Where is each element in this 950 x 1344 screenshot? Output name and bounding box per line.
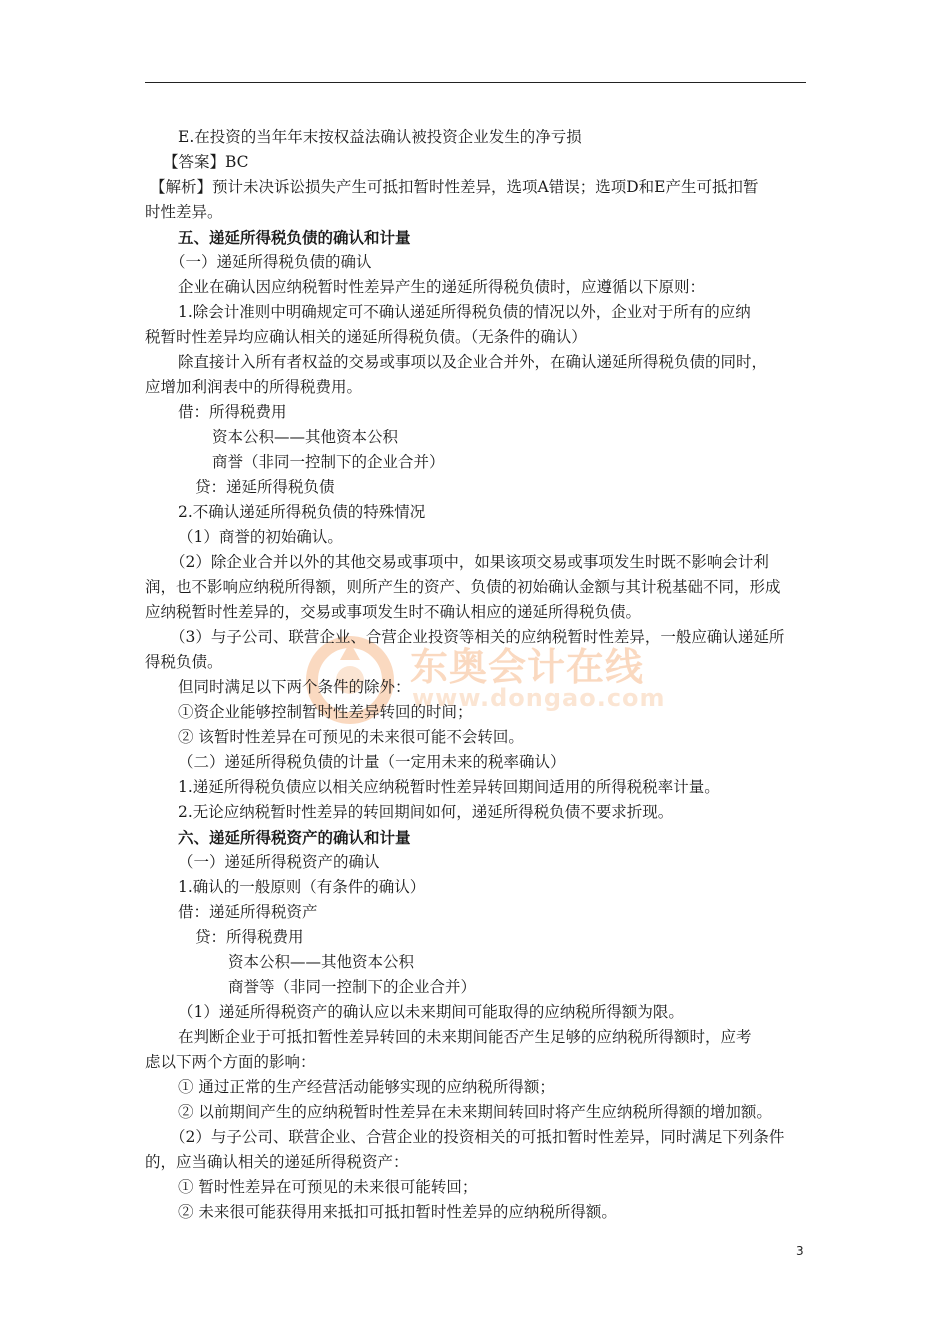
journal-debit-item: 商誉（非同一控制下的企业合并） [212, 453, 445, 471]
text-line: ①资企业能够控制暂时性差异转回的时间； [178, 703, 473, 721]
text-line: 润，也不影响应纳税所得额，则所产生的资产、负债的初始确认金额与其计税基础不同，形成 [145, 578, 781, 596]
text-line: 【解析】预计未决诉讼损失产生可抵扣暂时性差异，选项A错误；选项D和E产生可抵扣暂 [150, 178, 759, 196]
header-rule [145, 82, 806, 83]
section-heading: 六、递延所得税资产的确认和计量 [178, 828, 411, 847]
watermark-url: www.dongao.com [412, 684, 666, 712]
journal-debit-item: 资本公积——其他资本公积 [212, 428, 399, 446]
text-line: 时性差异。 [145, 203, 223, 221]
text-line: 【答案】BC [163, 153, 249, 171]
text-line: （2）除企业合并以外的其他交易或事项中，如果该项交易或事项发生时既不影响会计利 [170, 553, 769, 571]
text-line: 1.递延所得税负债应以相关应纳税暂时性差异转回期间适用的所得税税率计量。 [178, 778, 720, 796]
text-line: （2）与子公司、联营企业、合营企业的投资相关的可抵扣暂时性差异，同时满足下列条件 [170, 1128, 785, 1146]
text-line: 的，应当确认相关的递延所得税资产： [145, 1153, 409, 1171]
text-line: 2.不确认递延所得税负债的特殊情况 [178, 503, 426, 521]
text-line: 但同时满足以下两个条件的除外： [178, 678, 411, 696]
journal-credit-item: 商誉等（非同一控制下的企业合并） [228, 978, 477, 996]
section-heading: 五、递延所得税负债的确认和计量 [178, 228, 411, 247]
journal-debit: 借：递延所得税资产 [178, 903, 318, 921]
text-line: 税暂时性差异均应确认相关的递延所得税负债。（无条件的确认） [145, 328, 587, 346]
text-line: 企业在确认因应纳税暂时性差异产生的递延所得税负债时，应遵循以下原则： [178, 278, 706, 296]
page-number: 3 [796, 1244, 804, 1258]
text-line: 1.除会计准则中明确规定可不确认递延所得税负债的情况以外，企业对于所有的应纳 [178, 303, 751, 321]
text-line: 应增加利润表中的所得税费用。 [145, 378, 363, 396]
text-line: （1）递延所得税资产的确认应以未来期间可能取得的应纳税所得额为限。 [178, 1003, 684, 1021]
text-line: （一）递延所得税资产的确认 [178, 853, 380, 871]
journal-credit: 贷：递延所得税负债 [195, 478, 335, 496]
text-line: （1）商誉的初始确认。 [178, 528, 343, 546]
text-line: 除直接计入所有者权益的交易或事项以及企业合并外，在确认递延所得税负债的同时， [178, 353, 768, 371]
text-line: （二）递延所得税负债的计量（一定用未来的税率确认） [178, 753, 566, 771]
text-line: 应纳税暂时性差异的，交易或事项发生时不确认相应的递延所得税负债。 [145, 603, 642, 621]
text-line: （3）与子公司、联营企业、合营企业投资等相关的应纳税暂时性差异，一般应确认递延所 [170, 628, 785, 646]
text-line: 得税负债。 [145, 653, 223, 671]
text-line: 虑以下两个方面的影响： [145, 1053, 316, 1071]
text-line: ② 以前期间产生的应纳税暂时性差异在未来期间转回时将产生应纳税所得额的增加额。 [178, 1103, 772, 1121]
text-line: 2.无论应纳税暂时性差异的转回期间如何，递延所得税负债不要求折现。 [178, 803, 674, 821]
text-line: ① 暂时性差异在可预见的未来很可能转回； [178, 1178, 478, 1196]
text-line: 在判断企业于可抵扣暂性差异转回的未来期间能否产生足够的应纳税所得额时，应考 [178, 1028, 752, 1046]
journal-debit: 借：所得税费用 [178, 403, 287, 421]
text-line: E.在投资的当年年末按权益法确认被投资企业发生的净亏损 [178, 128, 582, 146]
text-line: ② 该暂时性差异在可预见的未来很可能不会转回。 [178, 728, 524, 746]
text-line: 1.确认的一般原则（有条件的确认） [178, 878, 426, 896]
journal-credit-item: 资本公积——其他资本公积 [228, 953, 415, 971]
text-line: ② 未来很可能获得用来抵扣可抵扣暂时性差异的应纳税所得额。 [178, 1203, 617, 1221]
text-line: （一）递延所得税负债的确认 [170, 253, 372, 271]
watermark-brand: 东奥会计在线 [410, 645, 645, 689]
text-line: ① 通过正常的生产经营活动能够实现的应纳税所得额； [178, 1078, 555, 1096]
journal-credit: 贷：所得税费用 [195, 928, 304, 946]
